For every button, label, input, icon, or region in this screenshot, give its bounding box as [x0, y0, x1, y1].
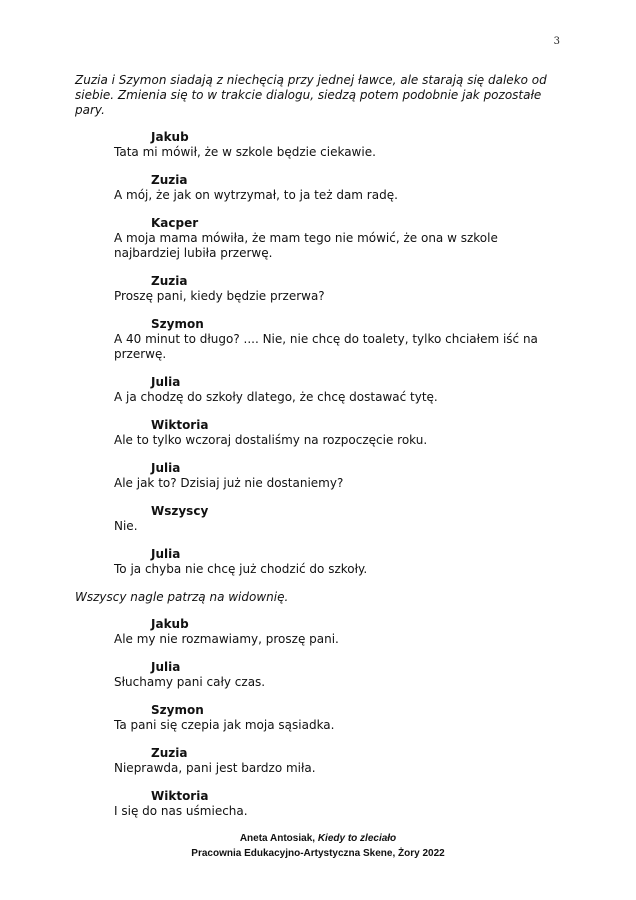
dialogue-block: [114, 504, 555, 534]
dialogue-block: [114, 746, 555, 776]
speaker-name: Julia: [151, 547, 181, 561]
script-body: [75, 73, 555, 832]
speaker-name: Szymon: [151, 317, 204, 331]
dialogue-line: A mój, że jak on wytrzymał, to ja też dam radę.: [114, 188, 398, 202]
dialogue-line: A 40 minut to długo? .... Nie, nie chcę do toalety, tylko chciałem iść na przerwę.: [114, 332, 538, 361]
dialogue-line: Nieprawda, pani jest bardzo miła.: [114, 761, 316, 775]
speaker-name: Zuzia: [151, 173, 188, 187]
speaker-name: Julia: [151, 660, 181, 674]
footer-credit: [0, 831, 636, 846]
dialogue-block: [114, 547, 555, 577]
dialogue-block: [114, 418, 555, 448]
stage-direction-opening: Zuzia i Szymon siadają z niechęcią przy jednej ławce, ale starają się daleko od siebie. Zmienia się to w trakcie dialogu, siedzą potem podobnie jak pozostałe pary.: [75, 73, 547, 117]
dialogue-line: A moja mama mówiła, że mam tego nie mówić, że ona w szkole najbardziej lubiła przerwę.: [114, 231, 498, 260]
dialogue-section-a: [75, 130, 555, 577]
dialogue-block: [114, 375, 555, 405]
dialogue-line: Ale jak to? Dzisiaj już nie dostaniemy?: [114, 476, 344, 490]
speaker-name: Wiktoria: [151, 418, 209, 432]
footer-title: Kiedy to zleciało: [317, 833, 397, 844]
dialogue-line: I się do nas uśmiecha.: [114, 804, 248, 818]
dialogue-line: A ja chodzę do szkoły dlatego, że chcę dostawać tytę.: [114, 390, 438, 404]
speaker-name: Zuzia: [151, 746, 188, 760]
speaker-name: Julia: [151, 461, 181, 475]
dialogue-section-b: [75, 617, 555, 819]
dialogue-block: [114, 130, 555, 160]
dialogue-line: Proszę pani, kiedy będzie przerwa?: [114, 289, 325, 303]
dialogue-line: Słuchamy pani cały czas.: [114, 675, 266, 689]
speaker-name: Szymon: [151, 703, 204, 717]
dialogue-block: [114, 274, 555, 304]
dialogue-line: Ta pani się czepia jak moja sąsiadka.: [114, 718, 335, 732]
dialogue-line: Ale to tylko wczoraj dostaliśmy na rozpoczęcie roku.: [114, 433, 428, 447]
dialogue-block: [114, 703, 555, 733]
page-number: 3: [553, 36, 560, 47]
footer-publisher: Pracownia Edukacyjno-Artystyczna Skene, Żory 2022: [191, 848, 445, 859]
dialogue-line: Tata mi mówił, że w szkole będzie ciekawie.: [114, 145, 376, 159]
dialogue-line: Nie.: [114, 519, 138, 533]
page-footer: [0, 831, 636, 861]
dialogue-block: [114, 461, 555, 491]
speaker-name: Zuzia: [151, 274, 188, 288]
dialogue-block: [114, 617, 555, 647]
dialogue-line: To ja chyba nie chcę już chodzić do szkoły.: [114, 562, 368, 576]
dialogue-block: [114, 317, 555, 362]
dialogue-block: [114, 216, 555, 261]
speaker-name: Jakub: [151, 130, 189, 144]
speaker-name: Wszyscy: [151, 504, 209, 518]
dialogue-line: Ale my nie rozmawiamy, proszę pani.: [114, 632, 339, 646]
speaker-name: Jakub: [151, 617, 189, 631]
dialogue-block: [114, 789, 555, 819]
speaker-name: Kacper: [151, 216, 199, 230]
speaker-name: Julia: [151, 375, 181, 389]
dialogue-block: [114, 173, 555, 203]
speaker-name: Wiktoria: [151, 789, 209, 803]
dialogue-block: [114, 660, 555, 690]
footer-author: Aneta Antosiak,: [239, 833, 318, 844]
stage-direction-middle: Wszyscy nagle patrzą na widownię.: [75, 590, 289, 604]
